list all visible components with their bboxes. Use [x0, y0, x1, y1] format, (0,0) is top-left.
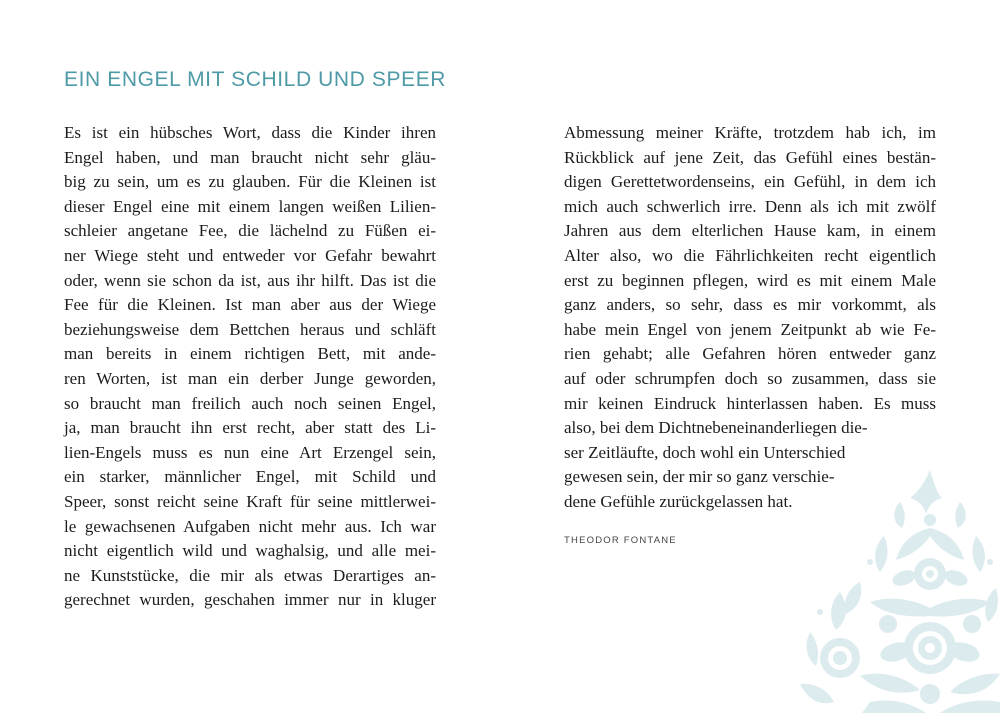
text-line: big zu sein, um es zu glauben. Für die Kleinen ist — [64, 172, 436, 192]
text-line: digen Gerettetwordenseins, ein Gefühl, in dem ich — [564, 172, 936, 192]
text-line: ja, man braucht ihn erst recht, aber statt des Li- — [64, 418, 436, 438]
text-line: dene Gefühle zurückgelassen hat. — [564, 491, 793, 511]
text-line: auf oder schrumpfen doch so zusammen, dass sie — [564, 368, 936, 388]
text-line: gerechnet wurden, geschahen immer nur in kluger — [64, 590, 436, 610]
text-line: erst zu beginnen pflegen, wird es mit einem Male — [564, 270, 936, 290]
text-line: Rückblick auf jene Zeit, das Gefühl eines bestän- — [564, 147, 936, 167]
text-line: beziehungsweise dem Bettchen heraus und schläft — [64, 319, 436, 339]
text-line: habe mein Engel von jenem Zeitpunkt ab wie Fe- — [564, 319, 936, 339]
text-line: ganz anders, so sehr, dass es mir vorkommt, als — [564, 295, 936, 315]
text-line: ser Zeitläufte, doch wohl ein Unterschied — [564, 442, 846, 462]
text-line: rien gehabt; alle Gefahren hören entweder ganz — [564, 344, 936, 364]
text-line: mir keinen Eindruck hinterlassen haben. Es muss — [564, 393, 936, 413]
floral-damask-ornament-icon — [800, 462, 1000, 713]
text-line: schleier angetane Fee, die lächelnd zu Füßen ei- — [64, 221, 436, 241]
text-line: Es ist ein hübsches Wort, dass die Kinder ihren — [64, 123, 436, 142]
text-line: man bereits in einem richtigen Bett, mit ande- — [64, 344, 436, 364]
page-title: EIN ENGEL MIT SCHILD UND SPEER — [64, 68, 447, 91]
text-line: gewesen sein, der mir so ganz verschie- — [564, 467, 835, 487]
left-text-column — [64, 121, 436, 613]
text-line: Alter also, wo die Fährlichkeiten recht eigentlich — [564, 245, 936, 265]
text-line: dieser Engel eine mit einem langen weißen Lilien- — [64, 196, 436, 216]
text-line: also, bei dem Dichtnebeneinanderliegen die- — [564, 418, 868, 438]
text-line: ein starker, männlicher Engel, mit Schild und — [64, 467, 436, 487]
text-line: Fee für die Kleinen. Ist man aber aus der Wiege — [64, 295, 436, 315]
text-line: Engel haben, und man braucht nicht sehr gläu- — [64, 147, 436, 167]
text-line: Speer, sonst reicht seine Kraft für seine mittlerwei- — [64, 491, 436, 511]
author-credit: THEODOR FONTANE — [564, 535, 677, 546]
text-line: mich auch schwerlich irre. Denn als ich mit zwölf — [564, 196, 936, 216]
text-line: nicht eigentlich wild und waghalsig, und alle mei- — [64, 541, 436, 561]
text-line: Jahren aus dem elterlichen Hause kam, in einem — [564, 221, 936, 241]
text-line: so braucht man freilich auch noch seinen Engel, — [64, 393, 436, 413]
text-line: Abmessung meiner Kräfte, trotzdem hab ich, im — [564, 123, 936, 142]
right-text-column — [564, 121, 936, 515]
text-line: ne Kunststücke, die mir als etwas Derartiges an- — [64, 565, 436, 585]
text-line: ner Wiege steht und entweder vor Gefahr bewahrt — [64, 245, 436, 265]
text-line: oder, wenn sie schon da ist, aus ihr hilft. Das ist die — [64, 270, 436, 290]
text-line: ren Worten, ist man ein derber Junge geworden, — [64, 368, 436, 388]
text-line: lien-Engels muss es nun eine Art Erzengel sein, — [64, 442, 436, 462]
text-line: le gewachsenen Aufgaben nicht mehr aus. Ich war — [64, 516, 436, 536]
